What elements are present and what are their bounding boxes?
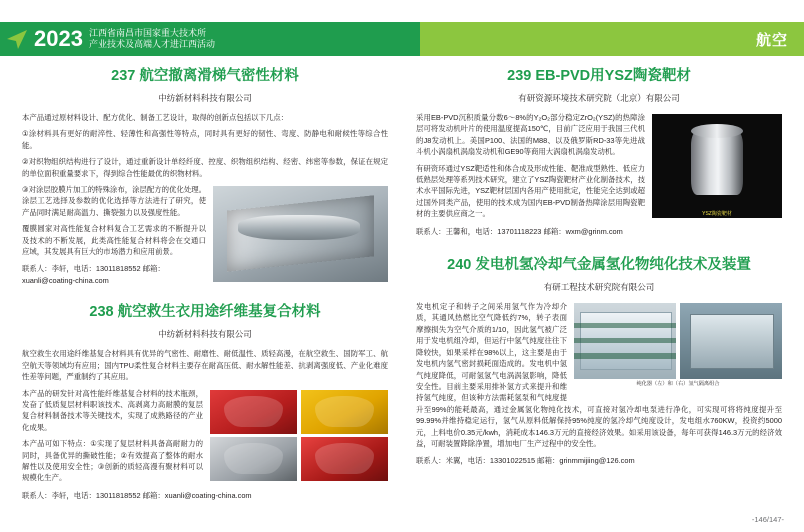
paper-plane-icon bbox=[0, 22, 34, 56]
entry-240 bbox=[416, 255, 782, 467]
right-column bbox=[416, 66, 782, 481]
hydrogen-purifier-photo-right bbox=[680, 303, 782, 379]
header-title-line1: 江西省南昌市国家重大技术所 bbox=[88, 28, 206, 38]
entry-237 bbox=[22, 66, 388, 286]
entry-238-title: 238 航空救生衣用途纤维基复合材料 bbox=[89, 304, 321, 321]
entry-239-contact: 联系人：王馨和，电话：13701118223 邮箱：wxm@grinm.com bbox=[416, 226, 623, 236]
left-column bbox=[22, 66, 388, 515]
entry-237-para-1: ①涂材料具有更好的耐淬性、轻薄性和高强性等特点，同时具有更好的韧性、弯度、防静电和耐候性等综合性能。 bbox=[22, 129, 388, 150]
entry-240-title: 240 发电机氢冷却气金属氢化物纯化技术及装置 bbox=[447, 257, 751, 274]
ysz-target-photo bbox=[652, 114, 782, 218]
entry-239-org: 有研资源环境技术研究院（北京）有限公司 bbox=[518, 93, 680, 103]
header-title-line2: 产业技术及高端人才进江西活动 bbox=[88, 39, 215, 49]
header-section-label: 航空 bbox=[670, 22, 804, 56]
vest-photo-2 bbox=[301, 390, 388, 434]
header-title bbox=[89, 22, 215, 56]
entry-238-para-2: 本产品可如下特点：①实现了复层材料具备高耐耐力的同时，具备优异的撕破性能；②有效提高了整体的耐水解性以及使用安全性；③创新的质轻高漫有聚材料可以规模化生产。 bbox=[22, 439, 203, 483]
header-left-banner bbox=[0, 22, 420, 56]
escape-slide-photo bbox=[213, 186, 388, 282]
entry-237-contact: 联系人：李轩，电话：13011818552 邮箱：xuanli@coating-china.com bbox=[22, 264, 165, 285]
hydrogen-photos bbox=[574, 303, 782, 391]
hydrogen-photo-caption: 纯化器（左）和（右）氢气隔离组合 bbox=[636, 381, 720, 388]
page-number: -146/147- bbox=[751, 515, 784, 524]
entry-237-para-2: ②对织物组织结构进行了设计，通过重新设计单经纤度、控度、织物组织结构、经密、纬密等参数，保证在规定的单位面积重量要求下，得到综合性能最优的织物材料。 bbox=[22, 157, 388, 178]
entry-240-contact: 联系人：米翼，电话：13301022515 邮箱：grinmmijiing@126.com bbox=[416, 456, 635, 466]
entry-238-para-0: 航空救生衣用途纤维基复合材料具有优异的气密性、耐磨性、耐低温性、质轻高漫，在航空救生、国防军工、航空航天等领域均有应用；国内TPU柔性复合材料主要存在耐高压低、耐水解性能差、抗剥离强度低、产业化难度性差等问题，严重制约了其应用。 bbox=[22, 349, 388, 382]
ysz-target-caption: YSZ陶瓷靶材 bbox=[702, 211, 732, 217]
vest-photo-4 bbox=[301, 437, 388, 481]
entry-239-para-0: 采用EB-PVD沉积质量分数6～8%的Y₂O₂部分稳定ZrO₂(YSZ)的热障涂层可将发动机叶片的使用温度提高150℃，目前广泛应用于我国三代机的J8发动机上。美国P100、法国的M88、以及俄罗斯RD-33等先进战斗机小涡扇机涡扇发动机和GE90等商用大涡扇机涡扇发动机。 bbox=[416, 113, 645, 157]
entry-237-title: 237 航空撤离滑梯气密性材料 bbox=[111, 68, 299, 84]
header-middle-bar bbox=[420, 22, 670, 56]
entry-237-para-4: 覆膜圆家对高性能复合材料复合工艺需求的不断提升以及技术的不断发展，此类高性能复合材料将会在交通口应域，其发展具有巨大的市场潜力和应用前景。 bbox=[22, 224, 206, 257]
entry-238 bbox=[22, 302, 388, 501]
vest-photo-3 bbox=[210, 437, 297, 481]
header-year: 2023 bbox=[34, 26, 83, 51]
entry-237-para-0: 本产品通过原材料设计、配方优化、制备工艺设计，取得的创新点包括以下几点： bbox=[22, 113, 289, 122]
vest-photo-1 bbox=[210, 390, 297, 434]
entry-239 bbox=[416, 66, 782, 237]
entry-240-para-0: 发电机定子和转子之间采用氢气作为冷却介质，其通风热燃比空气降低约7%，转子表面摩擦损失为空气介质的1/10，因此氢气被广泛用于发电机组冷却，但运行中氢气纯度往往下降较快，如果采样在98%以上，这主要是由于发电机内氢气密封损耗面造成的。发电机中氢气纯度降低，可耐氢氢气电涡涡氢影响，降低安全性。目前主要采用排补氢方式来提升和维持氢气纯度，但该种方法需耗氢泵和气纯度提升至99%的能耗最高，通过金属氢化物纯化技术，可直接对氢冷却电泵进行净化，可实现可将将纯度提升至99.99%并维持稳定运行，氢气从原料低解保持95%纯度的氢冷却气纯度设计，发电组水760KW，投资约5000元，上料电价0.35元/kwh，消耗成本146.3万元的直接经济效果。如采用该设备，每年可获得146.3万元的经济效益，可耐装置降除净置，增加电厂生产过程中的安全性。 bbox=[416, 302, 782, 448]
entry-238-contact: 联系人：李轩，电话：13011818552 邮箱：xuanli@coating-china.com bbox=[22, 490, 252, 500]
entry-240-org: 有研工程技术研究院有限公司 bbox=[543, 282, 655, 293]
entry-238-para-1: 本产品的研发针对高性能纤维基复合材料的技术瓶颈，发奋了低质复层材料职该技术、高剥离力高耐膜的复层复合材料制备技术等关键技术，实现了成熟路径的产业化成果。 bbox=[22, 388, 203, 432]
page-header bbox=[0, 22, 804, 56]
entry-239-title: 239 EB-PVD用YSZ陶瓷靶材 bbox=[507, 68, 691, 84]
life-vest-photo bbox=[210, 390, 388, 481]
hydrogen-purifier-photo-left bbox=[574, 303, 676, 379]
entry-237-org: 中纺新材料科技有限公司 bbox=[158, 93, 252, 103]
entry-237-para-3: ③对涂层胶膜片加工的特殊涂布，涂层配方的优化处理。涂层工艺选择及参数的优化选择等方法进行了研究，使产品同时满足耐高温力、撕裂强力以及强度性能。 bbox=[22, 185, 207, 217]
entry-239-para-1: 有研资环通过YSZ靶适性和体合成及形成性能、靶准成型熟性、低应力低熟层处理等系列技术研究，建立了YSZ陶瓷靶材产业化制备技术，技术水平国际先进，YSZ靶材层国内各用产使用批定，性能完全达到或超过国外同类产品，使用的技术成为国内EB-PVD制备热障涂层用陶瓷靶材的主要供应商之一。 bbox=[416, 163, 645, 219]
entry-238-org: 中纺新材料科技有限公司 bbox=[158, 329, 252, 340]
